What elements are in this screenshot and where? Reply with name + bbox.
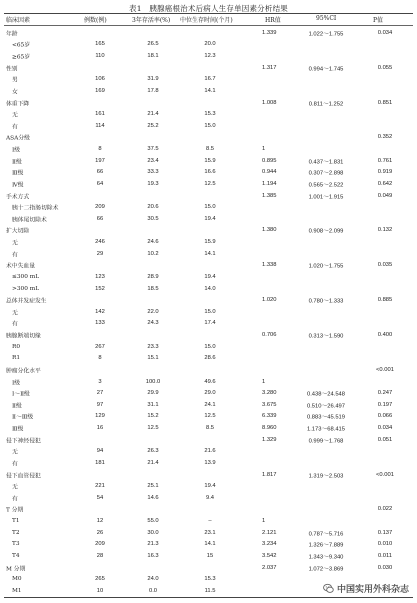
cell-rate: 31.1 [147,401,159,408]
cell-factor: 肿瘤分化水平 [6,368,41,375]
cell-median: 12.3 [204,53,216,60]
cell-hr: 1 [262,378,266,385]
cell-rate: 10.2 [147,250,159,257]
cell-cases: 97 [96,401,104,408]
cell-cases: 12 [96,518,104,525]
cell-factor: >300 mL [12,285,40,292]
cell-rate: 31.9 [147,76,159,83]
cell-median: 16.7 [204,76,216,83]
cell-median: 19.4 [204,273,216,280]
table-row [0,155,417,167]
cell-hr: 1.817 [262,471,277,478]
header-ci: 95%CI [316,15,337,22]
cell-median: 29.0 [204,390,216,397]
table-row [0,190,417,202]
cell-p: 0.132 [377,227,393,234]
cell-ci: 0.787～5.716 [308,531,344,538]
cell-hr: 1 [262,146,266,153]
cell-hr: 8.960 [262,425,277,432]
cell-cases: 10 [96,587,104,594]
cell-cases: 267 [95,343,105,350]
cell-rate: 21.4 [147,111,159,118]
cell-rate: 15.2 [147,413,159,420]
table-row [0,411,417,423]
cell-ci: 1.022～1.755 [308,31,344,38]
cell-p: 0.035 [377,262,393,269]
cell-factor: 有 [12,461,18,468]
cell-hr: 1.380 [262,227,277,234]
cell-p: 0.919 [377,169,393,176]
cell-ci: 0.883～45.519 [306,414,346,421]
cell-cases: 129 [95,413,105,420]
cell-factor: 有 [12,252,18,259]
cell-cases: 152 [95,285,105,292]
cell-ci: 0.999～1.768 [308,438,344,445]
cell-median: 28.6 [204,355,216,362]
wechat-icon [323,583,334,594]
cell-cases: 66 [96,215,104,222]
cell-ci: 0.313～1.590 [308,333,344,340]
cell-hr: 3.542 [262,552,277,559]
cell-cases: 8 [98,355,102,362]
cell-cases: 27 [96,390,104,397]
cell-factor: 扩大切除 [6,228,30,235]
cell-ci: 1.072～3.869 [308,566,344,573]
cell-p: 0.049 [377,192,393,199]
cell-hr: 2.037 [262,564,277,571]
cell-rate: 30.0 [147,529,159,536]
table-row [0,376,417,388]
cell-factor: T1 [12,518,20,525]
cell-rate: 28.9 [147,273,159,280]
cell-median: 14.1 [204,87,216,94]
table-row [0,39,417,51]
top-rule [4,13,413,14]
cell-rate: 25.2 [147,122,159,129]
cell-hr: 1.329 [262,436,277,443]
table-row [0,74,417,86]
cell-median: 8.5 [205,146,215,153]
cell-factor: M1 [12,587,22,594]
cell-median: 16.6 [204,169,216,176]
cell-ci: 1.319～2.503 [308,473,344,480]
cell-factor: 有 [12,124,18,131]
cell-median: 15.0 [204,204,216,211]
cell-p: 0.010 [377,541,393,548]
cell-hr: 1.338 [262,262,277,269]
cell-hr: 1 [262,518,266,525]
cell-factor: Ⅰ～Ⅱ级 [12,391,30,398]
header-3yr-rate: 3年存活率(%) [132,17,171,24]
cell-median: 8.5 [205,425,215,432]
table-row [0,248,417,260]
cell-cases: 64 [96,180,104,187]
cell-cases: 16 [96,425,104,432]
cell-factor: 术中失血量 [6,263,35,270]
table-row [0,271,417,283]
cell-cases: 197 [95,157,105,164]
cell-ci: 1.326～7.889 [308,542,344,549]
cell-ci: 1.020～1.755 [308,263,344,270]
cell-rate: 17.8 [147,87,159,94]
cell-factor: T3 [12,541,20,548]
cell-median: 12.5 [204,413,216,420]
cell-hr: 0.706 [262,332,277,339]
table-row [0,353,417,365]
cell-p: <0.001 [376,471,394,478]
cell-p: 0.030 [377,564,393,571]
cell-median: 21.6 [204,448,216,455]
cell-rate: 18.1 [147,53,159,60]
cell-rate: 16.3 [147,552,159,559]
cell-median: 15.3 [204,576,216,583]
cell-factor: M 分期 [6,566,26,573]
cell-factor: 侵下血管侵犯 [6,473,41,480]
cell-rate: 33.3 [147,169,159,176]
cell-hr: 1.020 [262,297,277,304]
cell-factor: Ⅲ级 [12,426,24,433]
table-row [0,27,417,39]
table-row [0,387,417,399]
cell-median: 15.9 [204,157,216,164]
cell-factor: Ⅰ级 [12,380,21,387]
table-row [0,306,417,318]
cell-cases: 114 [95,122,105,129]
cell-median: 13.9 [204,459,216,466]
cell-ci: 0.780～1.333 [308,298,344,305]
table-row [0,167,417,179]
cell-factor: 胰十二指肠切除术 [12,205,59,212]
cell-factor: 胰腺断端切缘 [6,333,41,340]
header-cases: 例数(例) [84,17,107,24]
cell-rate: 21.3 [147,541,159,548]
table-row [0,562,417,574]
table-row [0,527,417,539]
cell-ci: 0.437～1.831 [308,159,344,166]
cell-hr: 3.280 [262,390,277,397]
cell-ci: 0.908～2.099 [308,228,344,235]
cell-cases: 133 [95,320,105,327]
cell-ci: 0.307～2.898 [308,170,344,177]
cell-cases: 221 [95,483,105,490]
cell-ci: 0.510～26.497 [306,403,346,410]
table-row [0,213,417,225]
cell-hr: 1.008 [262,99,277,106]
cell-cases: 265 [95,576,105,583]
cell-median: 17.4 [204,320,216,327]
cell-ci: 1.343～9.340 [308,554,344,561]
cell-p: 0.642 [377,180,393,187]
cell-ci: 0.438～24.548 [306,391,346,398]
watermark [323,582,409,595]
cell-p: 0.400 [377,332,393,339]
cell-factor: 年龄 [6,31,18,38]
cell-cases: 94 [96,448,104,455]
table-row [0,201,417,213]
cell-rate: 24.0 [147,576,159,583]
cell-rate: 12.5 [147,425,159,432]
cell-cases: 106 [95,76,105,83]
cell-factor: T2 [12,529,20,536]
table-row [0,283,417,295]
cell-median: 20.0 [204,41,216,48]
table-body [0,27,417,597]
cell-rate: 26.3 [147,448,159,455]
cell-p: 0.885 [377,297,393,304]
table-row [0,341,417,353]
table-row [0,364,417,376]
cell-p: 0.022 [377,506,393,513]
cell-rate: 19.3 [147,180,159,187]
cell-hr: 1.194 [262,180,277,187]
cell-factor: <65岁 [12,42,31,49]
cell-rate: 14.6 [147,494,159,501]
cell-factor: ≥65岁 [12,54,31,61]
cell-hr: 3.675 [262,401,277,408]
cell-factor: 体重下降 [6,101,30,108]
cell-hr: 1.317 [262,64,277,71]
cell-p: 0.197 [377,401,393,408]
cell-rate: 0.0 [148,587,158,594]
cell-median: 15.0 [204,343,216,350]
cell-rate: 29.9 [147,390,159,397]
cell-rate: 23.4 [147,157,159,164]
cell-median: 19.4 [204,483,216,490]
cell-ci: 0.565～2.522 [308,182,344,189]
cell-median: 15.3 [204,111,216,118]
cell-p: 0.051 [377,436,393,443]
cell-rate: 22.0 [147,308,159,315]
cell-median: 14.1 [204,250,216,257]
header-p: P值 [373,17,384,24]
cell-rate: 24.3 [147,320,159,327]
cell-factor: T 分期 [6,507,24,514]
cell-cases: 8 [98,146,102,153]
cell-factor: 男 [12,77,18,84]
cell-cases: 169 [95,87,105,94]
cell-factor: Ⅱ级 [12,403,22,410]
cell-factor: 无 [12,310,18,317]
table-row [0,446,417,458]
cell-cases: 165 [95,41,105,48]
cell-factor: 手术方式 [6,194,30,201]
header-median-survival: 中位生存时间(个月) [180,17,233,24]
cell-p: 0.352 [377,134,393,141]
cell-p: 0.066 [377,413,393,420]
cell-factor: ≤300 mL [12,273,40,280]
cell-median: 15.9 [204,239,216,246]
table-row [0,539,417,551]
table-row [0,422,417,434]
cell-cases: 181 [95,459,105,466]
cell-hr: 6.339 [262,413,277,420]
cell-rate: 55.0 [147,518,159,525]
table-row [0,504,417,516]
cell-factor: R1 [12,355,21,362]
cell-median: – [208,518,212,525]
table-row [0,225,417,237]
cell-rate: 18.5 [147,285,159,292]
table-row [0,515,417,527]
cell-factor: 无 [12,112,18,119]
table-row [0,457,417,469]
cell-cases: 142 [95,308,105,315]
header-factor: 临床因素 [6,17,31,24]
header-rule [4,25,413,26]
table-header [0,15,417,25]
cell-hr: 0.895 [262,157,277,164]
table-row [0,492,417,504]
cell-factor: ASA分级 [6,135,30,142]
cell-p: 0.055 [377,64,393,71]
table-row [0,85,417,97]
cell-factor: Ⅳ级 [12,182,24,189]
bottom-rule [4,597,413,598]
cell-hr: 2.121 [262,529,277,536]
cell-cases: 28 [96,552,104,559]
cell-p: 0.011 [377,552,393,559]
cell-factor: 无 [12,240,18,247]
cell-cases: 3 [98,378,102,385]
cell-rate: 100.0 [145,378,161,385]
cell-cases: 66 [96,169,104,176]
cell-cases: 26 [96,529,104,536]
cell-median: 24.1 [204,401,216,408]
cell-median: 15 [206,552,214,559]
cell-median: 14.1 [204,541,216,548]
cell-median: 11.5 [204,587,216,594]
cell-cases: 246 [95,239,105,246]
cell-factor: 无 [12,484,18,491]
cell-median: 9.4 [205,494,215,501]
cell-factor: 无 [12,449,18,456]
cell-cases: 54 [96,494,104,501]
cell-factor: Ⅱ级 [12,159,22,166]
cell-p: 0.137 [377,529,393,536]
cell-median: 49.6 [204,378,216,385]
header-hr: HR值 [265,17,281,24]
cell-rate: 15.1 [147,355,159,362]
cell-median: 12.5 [204,180,216,187]
table-row [0,236,417,248]
cell-factor: 胰体尾切除术 [12,217,47,224]
cell-factor: Ⅲ级 [12,170,24,177]
cell-rate: 23.3 [147,343,159,350]
table-row [0,50,417,62]
cell-ci: 0.811～1.252 [308,101,344,108]
cell-factor: 有 [12,321,18,328]
cell-median: 14.0 [204,285,216,292]
cell-factor: 侵下神经侵犯 [6,438,41,445]
cell-rate: 25.1 [147,483,159,490]
cell-cases: 209 [95,204,105,211]
table-row [0,132,417,144]
table-row [0,469,417,481]
table-row [0,294,417,306]
table-row [0,329,417,341]
cell-cases: 209 [95,541,105,548]
cell-p: 0.247 [377,390,393,397]
table-row [0,143,417,155]
cell-cases: 161 [95,111,105,118]
cell-hr: 1.385 [262,192,277,199]
cell-ci: 1.001～1.915 [308,194,344,201]
table-row [0,62,417,74]
cell-cases: 29 [96,250,104,257]
cell-rate: 21.4 [147,459,159,466]
table-row [0,399,417,411]
cell-hr: 1.339 [262,29,277,36]
cell-ci: 1.173～68.415 [306,426,346,433]
cell-median: 15.0 [204,308,216,315]
cell-ci: 0.994～1.745 [308,66,344,73]
cell-cases: 123 [95,273,105,280]
cell-rate: 24.6 [147,239,159,246]
cell-factor: Ⅰ级 [12,147,21,154]
cell-hr: 0.944 [262,169,277,176]
cell-factor: M0 [12,576,22,583]
cell-p: <0.001 [376,366,394,373]
table-caption: 表1 胰腺癌根治术后病人生存单因素分析结果 [129,4,288,13]
table-row [0,550,417,562]
cell-factor: Ⅱ～Ⅲ级 [12,414,34,421]
watermark-text: 中国实用外科杂志 [336,585,409,595]
table-row [0,434,417,446]
cell-factor: 女 [12,89,18,96]
cell-cases: 110 [95,53,105,60]
cell-p: 0.851 [377,99,393,106]
cell-hr: 3.234 [262,541,277,548]
cell-median: 23.1 [204,529,216,536]
table-row [0,97,417,109]
table-row [0,178,417,190]
table-row [0,260,417,272]
cell-factor: 有 [12,496,18,503]
cell-median: 15.0 [204,122,216,129]
cell-p: 0.034 [377,425,393,432]
cell-p: 0.034 [377,29,393,36]
table-row [0,120,417,132]
cell-factor: R0 [12,343,21,350]
table-row [0,318,417,330]
cell-rate: 20.6 [147,204,159,211]
table-row [0,480,417,492]
cell-factor: T4 [12,552,20,559]
cell-rate: 26.5 [147,41,159,48]
cell-factor: 总体并发症发生 [6,298,47,305]
cell-rate: 30.5 [147,215,159,222]
cell-p: 0.761 [377,157,393,164]
cell-rate: 37.5 [147,146,159,153]
cell-median: 19.4 [204,215,216,222]
table-row [0,108,417,120]
cell-factor: 性别 [6,66,18,73]
